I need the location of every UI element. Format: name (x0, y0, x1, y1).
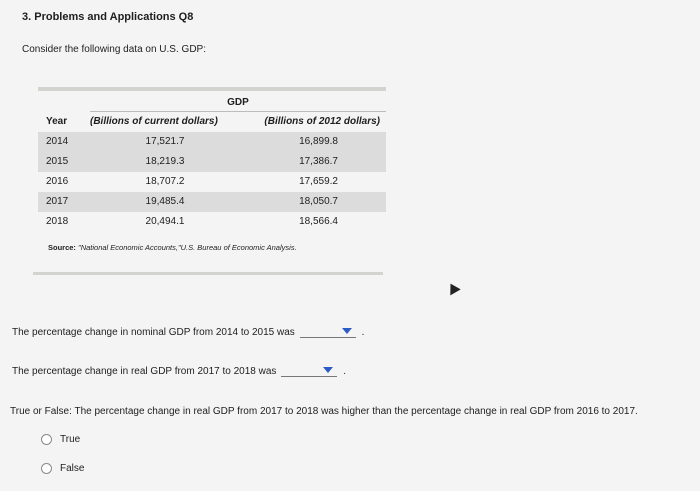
question-true-false: True or False: The percentage change in real GDP from 2017 to 2018 was higher than the percentage change in real GDP from 2016 to 2017. (10, 406, 638, 417)
table-row (38, 152, 386, 172)
radio-circle-icon[interactable] (41, 434, 52, 445)
real-cell: 17,386.7 (240, 152, 386, 172)
table-source (48, 243, 297, 252)
year-cell: 2017 (38, 192, 90, 212)
period-text: . (343, 366, 346, 377)
radio-label-false: False (60, 463, 85, 474)
page-title: 3. Problems and Applications Q8 (22, 11, 194, 23)
year-cell: 2016 (46, 176, 69, 187)
table-row (38, 172, 386, 192)
table-row (38, 132, 386, 152)
source-label: Source: (48, 243, 76, 252)
period-text: . (361, 327, 365, 338)
real-cell: 16,899.8 (240, 132, 386, 152)
nominal-gdp-dropdown[interactable] (300, 325, 356, 338)
question-nominal-gdp (12, 325, 364, 338)
radio-true[interactable] (41, 434, 80, 445)
radio-circle-icon[interactable] (41, 463, 52, 474)
year-header: Year (46, 116, 68, 127)
mouse-cursor-icon (445, 281, 460, 296)
intro-text: Consider the following data on U.S. GDP: (22, 44, 206, 55)
real-cell: 17,659.2 (299, 176, 338, 187)
gdp-table (38, 93, 386, 232)
current-cell: 19,485.4 (90, 192, 240, 212)
real-gdp-dropdown[interactable] (281, 364, 337, 377)
current-cell: 18,707.2 (145, 176, 185, 187)
dropdown-arrow-icon (323, 367, 333, 373)
question-text: The percentage change in nominal GDP from 2014 to 2015 was (12, 327, 295, 338)
year-cell: 2018 (46, 216, 69, 227)
radio-false[interactable] (41, 463, 84, 474)
table-bottom-rule (33, 272, 383, 275)
real-cell: 18,050.7 (240, 192, 386, 212)
gdp-group-header: GDP (90, 93, 386, 112)
current-cell: 20,494.1 (145, 216, 185, 227)
current-dollars-header: (Billions of current dollars) (90, 116, 218, 128)
table-row (38, 212, 386, 232)
year-cell: 2015 (38, 152, 90, 172)
real-cell: 18,566.4 (299, 216, 338, 227)
year-cell: 2014 (38, 132, 90, 152)
question-text: The percentage change in real GDP from 2017 to 2018 was (12, 366, 277, 377)
radio-label-true: True (60, 434, 81, 445)
real-dollars-header: (Billions of 2012 dollars) (264, 116, 380, 128)
table-top-rule (38, 87, 386, 91)
source-text: "National Economic Accounts,"U.S. Bureau of Economic Analysis. (78, 243, 297, 252)
dropdown-arrow-icon (342, 328, 352, 334)
current-cell: 17,521.7 (90, 132, 240, 152)
table-row (38, 192, 386, 212)
current-cell: 18,219.3 (90, 152, 240, 172)
question-real-gdp (12, 364, 346, 377)
